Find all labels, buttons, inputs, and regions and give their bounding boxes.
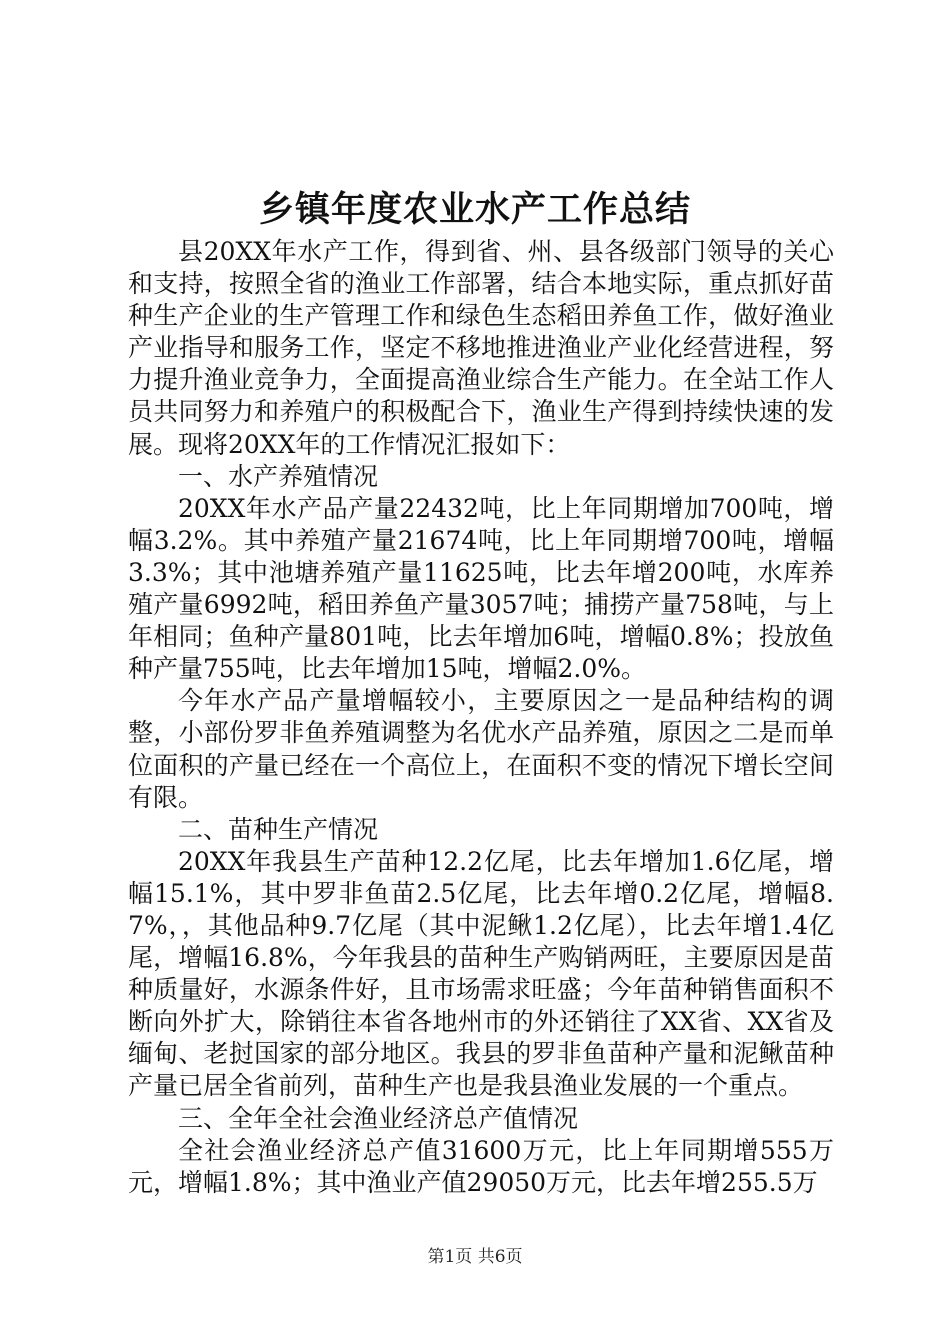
page-number-footer: 第1页 共6页	[427, 1247, 523, 1267]
aquaculture-analysis-paragraph: 今年水产品产量增幅较小，主要原因之一是品种结构的调整，小部份罗非鱼养殖调整为名优水产品养殖，原因之二是而单位面积的产量已经在一个高位上，在面积不变的情况下增长空间有限。	[128, 686, 834, 812]
fry-production-paragraph: 20XX年我县生产苗种12.2亿尾，比去年增加1.6亿尾，增幅15.1%，其中罗非鱼苗2.5亿尾，比去年增0.2亿尾，增幅8.7%，，其他品种9.7亿尾（其中泥鳅1.2亿尾），比去年增1.4亿尾，增幅16.8%，今年我县的苗种生产购销两旺，主要原因是苗种质量好，水源条件好，且市场需求旺盛；今年苗种销售面积不断向外扩大，除销往本省各地州市的外还销往了XX省、XX省及缅甸、老挝国家的部分地区。我县的罗非鱼苗种产量和泥鳅苗种产量已居全省前列，苗种生产也是我县渔业发展的一个重点。	[128, 846, 834, 1101]
document-title: 乡镇年度农业水产工作总结	[258, 190, 691, 230]
document-body	[128, 236, 834, 1199]
intro-paragraph: 县20XX年水产工作，得到省、州、县各级部门领导的关心和支持，按照全省的渔业工作部署，结合本地实际，重点抓好苗种生产企业的生产管理工作和绿色生态稻田养鱼工作，做好渔业产业指导和服务工作，坚定不移地推进渔业产业化经营进程，努力提升渔业竞争力，全面提高渔业综合生产能力。在全站工作人员共同努力和养殖户的积极配合下，渔业生产得到持续快速的发展。现将20XX年的工作情况汇报如下：	[128, 237, 834, 459]
output-value-paragraph: 全社会渔业经济总产值31600万元，比上年同期增555万元，增幅1.8%；其中渔业产值29050万元，比去年增255.5万	[128, 1135, 834, 1197]
aquaculture-paragraph: 20XX年水产品产量22432吨，比上年同期增加700吨，增幅3.2%。其中养殖产量21674吨，比上年同期增700吨，增幅3.3%；其中池塘养殖产量11625吨，比去年增200吨，水库养殖产量6992吨，稻田养鱼产量3057吨；捕捞产量758吨，与上年相同；鱼种产量801吨，比去年增加6吨，增幅0.8%；投放鱼种产量755吨，比去年增加15吨，增幅2.0%。	[128, 493, 834, 684]
section-heading-aquaculture: 一、水产养殖情况	[178, 461, 379, 491]
section-heading-fry-production: 二、苗种生产情况	[178, 814, 379, 844]
section-heading-output-value: 三、全年全社会渔业经济总产值情况	[178, 1103, 579, 1133]
